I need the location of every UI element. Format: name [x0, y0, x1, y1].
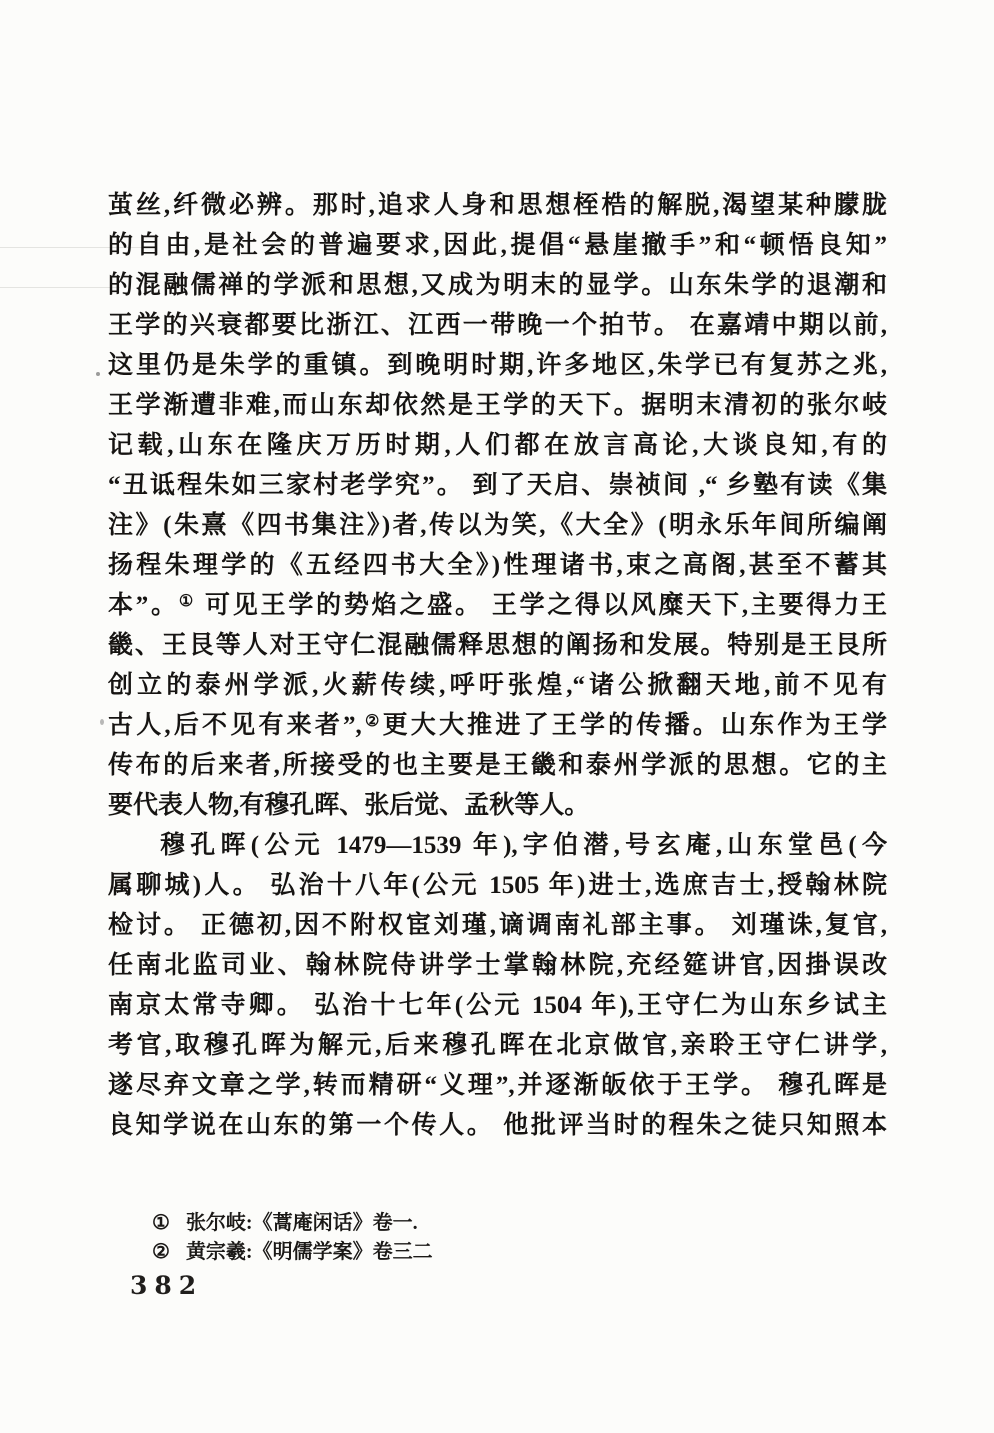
body-line: 考官,取穆孔晖为解元,后来穆孔晖在北京做官,亲聆王守仁讲学, [108, 1032, 887, 1059]
body-line: 的自由,是社会的普遍要求,因此,提倡“悬崖撤手”和“顿悟良知” [108, 232, 887, 259]
footnote-item [152, 1209, 712, 1238]
body-line: 检讨。 正德初,因不附权宦刘瑾,谪调南礼部主事。 刘瑾诛,复官, [108, 912, 887, 939]
body-line: 茧丝,纤微必辨。那时,追求人身和思想桎梏的解脱,渴望某种朦胧 [108, 192, 887, 219]
body-line: 遂尽弃文章之学,转而精研“义理”,并逐渐皈依于王学。 穆孔晖是 [108, 1072, 887, 1099]
ink-speck [100, 719, 104, 725]
body-line: “丑诋程朱如三家村老学究”。 到了天启、崇祯间 ,“ 乡塾有读《集 [108, 472, 887, 499]
scan-streak [0, 287, 120, 288]
body-line: 创立的泰州学派,火薪传续,呼吁张煌,“诸公掀翻天地,前不见有 [108, 672, 887, 699]
body-line: 注》(朱熹《四书集注》)者,传以为笑,《大全》(明永乐年间所编阐 [108, 512, 887, 539]
body-line: 畿、王艮等人对王守仁混融儒释思想的阐扬和发展。特别是王艮所 [108, 632, 887, 659]
footnotes [152, 1209, 712, 1267]
body-line: 任南北监司业、翰林院侍讲学士掌翰林院,充经筵讲官,因掛误改 [108, 952, 887, 979]
body-line [108, 706, 887, 746]
body-text [108, 186, 887, 1146]
body-line: 要代表人物,有穆孔晖、张后觉、孟秋等人。 [108, 792, 590, 819]
body-line: 的混融儒禅的学派和思想,又成为明末的显学。山东朱学的退潮和 [108, 272, 887, 299]
paragraph-1 [108, 186, 887, 826]
ink-speck [96, 372, 100, 376]
body-line: 王学的兴衰都要比浙江、江西一带晚一个拍节。 在嘉靖中期以前, [108, 312, 887, 339]
body-line: 传布的后来者,所接受的也主要是王畿和泰州学派的思想。它的主 [108, 752, 887, 779]
footnote-marker: ② [152, 1241, 170, 1263]
line-text: 古人,后不见有来者”, [108, 712, 362, 739]
footnote-marker: ① [152, 1212, 170, 1234]
body-line: 良知学说在山东的第一个传人。 他批评当时的程朱之徒只知照本 [108, 1112, 887, 1139]
footnote-ref-2: ② [361, 713, 383, 730]
line-text: 可见王学的势焰之盛。 王学之得以风糜天下,主要得力王 [195, 592, 887, 619]
footnote-item [152, 1238, 712, 1267]
body-line: 属聊城)人。 弘治十八年(公元 1505 年)进士,选庶吉士,授翰林院 [108, 872, 887, 899]
footnote-text: 黄宗羲:《明儒学案》卷三二 [185, 1241, 433, 1263]
body-line [108, 586, 887, 626]
paragraph-2 [108, 826, 887, 1146]
page-number: 382 [130, 1271, 204, 1300]
body-line: 南京太常寺卿。 弘治十七年(公元 1504 年),王守仁为山东乡试主 [108, 992, 887, 1019]
body-line: 扬程朱理学的《五经四书大全》)性理诸书,束之高阁,甚至不蓄其 [108, 552, 887, 579]
body-line: 记载,山东在隆庆万历时期,人们都在放言高论,大谈良知,有的 [108, 432, 887, 459]
body-line: 这里仍是朱学的重镇。到晚明时期,许多地区,朱学已有复苏之兆, [108, 352, 887, 379]
footnote-ref-1: ① [178, 593, 196, 610]
footnote-text: 张尔岐:《蒿庵闲话》卷一. [185, 1212, 418, 1234]
line-text: 更大大推进了王学的传播。山东作为王学 [382, 712, 887, 739]
line-text: 本”。 [108, 592, 179, 619]
body-line: 王学渐遭非难,而山东却依然是王学的天下。据明末清初的张尔岐 [108, 392, 887, 419]
body-line: 穆孔晖(公元 1479—1539 年),字伯潜,号玄庵,山东堂邑(今 [160, 832, 887, 859]
